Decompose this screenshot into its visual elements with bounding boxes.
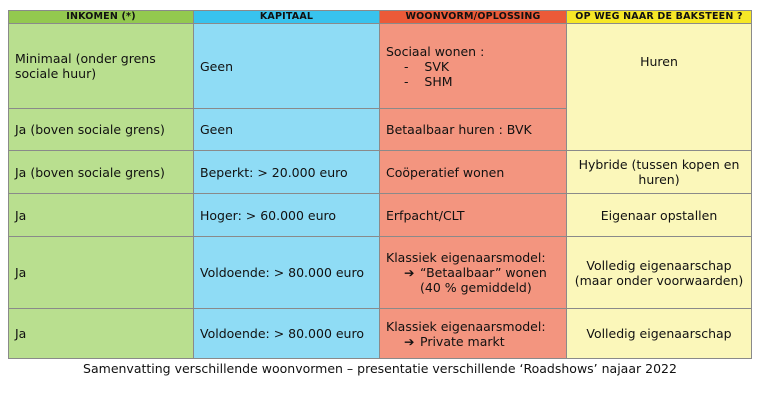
woonvorm-label: Klassiek eigenaarsmodel:: [386, 318, 546, 334]
woonvorm-item: - SHM: [404, 73, 453, 89]
cell-inkomen: Ja: [9, 237, 194, 309]
cell-woonvorm: [380, 309, 567, 359]
cell-kapitaal: Beperkt: > 20.000 euro: [194, 151, 380, 194]
arrow-icon: ➔: [404, 333, 415, 349]
woonvorm-label: Sociaal wonen :: [386, 43, 485, 59]
cell-inkomen: Ja (boven sociale grens): [9, 109, 194, 151]
cell-woonvorm: Coöperatief wonen: [380, 151, 567, 194]
cell-inkomen: Ja: [9, 194, 194, 237]
cell-inkomen: Ja: [9, 309, 194, 359]
table-row: [9, 237, 752, 309]
woonvorm-label: Klassiek eigenaarsmodel:: [386, 250, 546, 265]
cell-op-weg: Volledig eigenaarschap: [567, 309, 752, 359]
header-inkomen: INKOMEN (*): [9, 11, 194, 24]
cell-woonvorm: Erfpacht/CLT: [380, 194, 567, 237]
woonvorm-arrow-item: ➔ “Betaalbaar” wonen: [404, 265, 547, 280]
cell-kapitaal: Geen: [194, 109, 380, 151]
table-row: [9, 194, 752, 237]
cell-inkomen: Ja (boven sociale grens): [9, 151, 194, 194]
cell-kapitaal: Voldoende: > 80.000 euro: [194, 309, 380, 359]
header-row: [9, 11, 752, 24]
table-row: [9, 309, 752, 359]
housing-table: [8, 10, 752, 359]
cell-inkomen: Minimaal (onder grens sociale huur): [9, 24, 194, 109]
cell-kapitaal: Geen: [194, 24, 380, 109]
header-op-weg: OP WEG NAAR DE BAKSTEEN ?: [567, 11, 752, 24]
cell-op-weg: Eigenaar opstallen: [567, 194, 752, 237]
table-row: [9, 151, 752, 194]
cell-op-weg: Volledig eigenaarschap (maar onder voorwaarden): [567, 237, 752, 309]
arrow-icon: ➔: [404, 265, 415, 280]
woonvorm-extra: (40 % gemiddeld): [420, 280, 532, 295]
header-kapitaal: KAPITAAL: [194, 11, 380, 24]
caption: Samenvatting verschillende woonvormen – presentatie verschillende ‘Roadshows’ najaar 2022: [83, 361, 677, 376]
cell-op-weg: Huren: [567, 24, 752, 151]
woonvorm-arrow-item: ➔ Private markt: [404, 333, 505, 349]
cell-woonvorm: Betaalbaar huren : BVK: [380, 109, 567, 151]
woonvorm-item: - SVK: [404, 58, 450, 74]
cell-kapitaal: Voldoende: > 80.000 euro: [194, 237, 380, 309]
cell-op-weg: Hybride (tussen kopen en huren): [567, 151, 752, 194]
table-row: [9, 24, 752, 109]
cell-kapitaal: Hoger: > 60.000 euro: [194, 194, 380, 237]
header-woonvorm: WOONVORM/OPLOSSING: [380, 11, 567, 24]
cell-woonvorm: [380, 24, 567, 109]
cell-woonvorm: [380, 237, 567, 309]
